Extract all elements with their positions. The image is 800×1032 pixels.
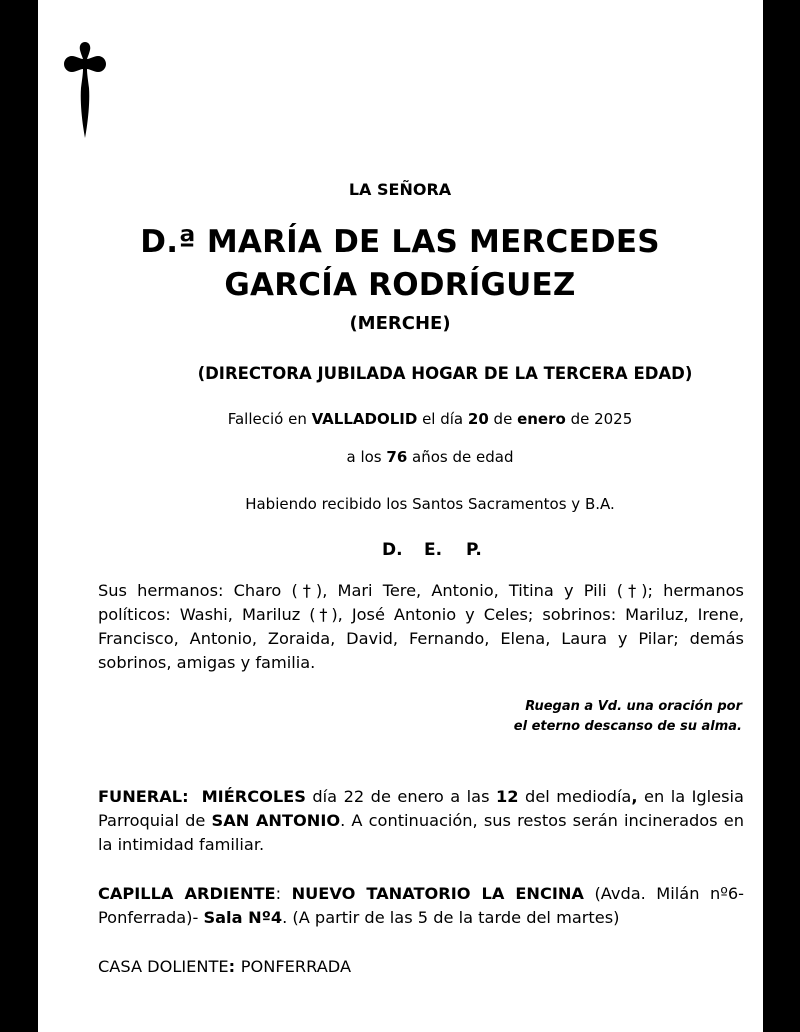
prayer-request: Ruegan a Vd. una oración por el eterno descanso de su alma.	[513, 699, 742, 734]
occupation: (DIRECTORA JUBILADA HOGAR DE LA TERCERA EDAD)	[197, 364, 693, 383]
age-years: 76	[386, 448, 408, 466]
home-line: CASA DOLIENTE: PONFERRADA	[98, 957, 352, 976]
heading: LA SEÑORA	[348, 180, 452, 199]
death-line: Falleció en VALLADOLID el día 20 de enero de 2025	[227, 410, 633, 428]
deceased-name-line2: GARCÍA RODRÍGUEZ	[224, 267, 576, 303]
funeral-paragraph: FUNERAL: MIÉRCOLES día 22 de enero a las 12 del mediodía, en la Iglesia Parroquial de SAN ANTONIO. A continuación, sus restos serán incinerados en la intimidad familiar.	[98, 787, 744, 854]
sacraments-line: Habiendo recibido los Santos Sacramentos y B.A.	[245, 495, 615, 513]
age-line: a los 76 años de edad	[346, 448, 514, 466]
dep-abbreviation: D. E. P.	[382, 540, 482, 560]
death-city: VALLADOLID	[311, 410, 418, 428]
nickname: (MERCHE)	[349, 313, 451, 334]
deceased-name-line1: D.ª MARÍA DE LAS MERCEDES	[140, 224, 660, 260]
family-paragraph: Sus hermanos: Charo (†), Mari Tere, Antonio, Titina y Pili (†); hermanos políticos: Washi, Mariluz (†), José Antonio y Celes; sobrinos: Mariluz, Irene, Francisco, Antonio, Zoraida, David, Fernando, Elena, Laura y Pilar; demás sobrinos, amigas y familia.	[98, 581, 744, 672]
cross-icon	[62, 42, 108, 138]
death-month: enero	[517, 410, 566, 428]
chapel-paragraph: CAPILLA ARDIENTE: NUEVO TANATORIO LA ENCINA (Avda. Milán nº6-Ponferrada)- Sala Nº4. (A partir de las 5 de la tarde del martes)	[98, 884, 744, 927]
death-day: 20	[467, 410, 489, 428]
obituary-page	[38, 0, 763, 1032]
